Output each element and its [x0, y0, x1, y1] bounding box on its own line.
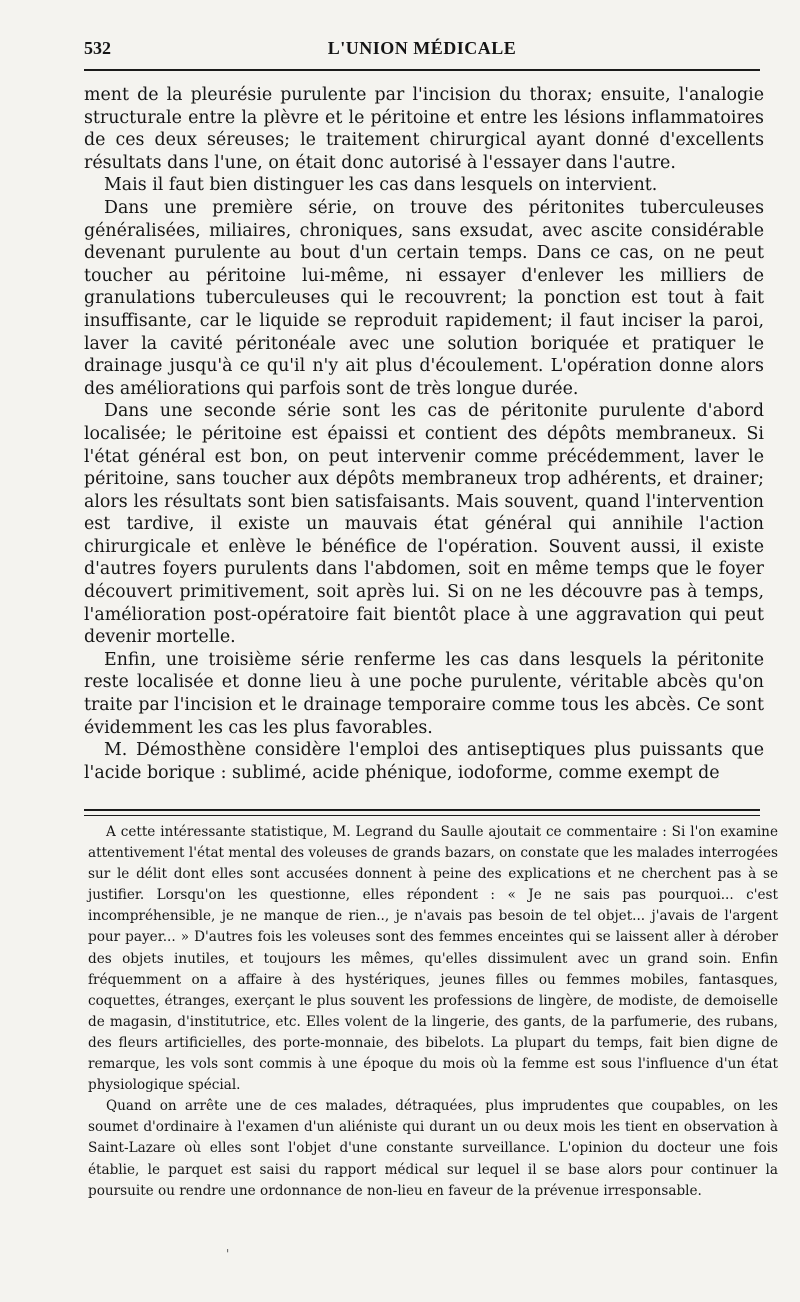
body-paragraph: M. Démosthène considère l'emploi des antiseptiques plus puissants que l'acide borique : sublimé, acide phénique, iodoforme, comme exempt de [84, 740, 764, 783]
stray-mark: ' [226, 1247, 230, 1261]
header-rule [84, 69, 760, 71]
footnote-paragraph: A cette intéressante statistique, M. Legrand du Saulle ajoutait ce commentaire : Si l'on examine attentivement l'état mental des voleuses de grands bazars, on constate que les malades interrogées sur le délit dont elles sont accusées donnent à peine des explications et ne cherchent pas à se justifier. Lorsqu'on les questionne, elles répondent : « Je ne sais pas pourquoi... c'est incompréhensible, je ne manque de rien.., je n'avais pas besoin de tel objet... j'avais de l'argent pour payer... » D'autres fois les voleuses sont des femmes enceintes qui se laissent aller à dérober des objets inutiles, et toujours les mêmes, qu'elles dissimulent avec un grand soin. Enfin fréquemment on a affaire à des hystériques, jeunes filles ou femmes mobiles, fantasques, coquettes, étranges, exerçant le plus souvent les professions de lingère, de modiste, de demoiselle de magasin, d'institutrice, etc. Elles volent de la lingerie, des gants, de la parfumerie, des rubans, des fleurs artificielles, des porte-monnaie, des bibelots. La plupart du temps, fait bien digne de remarque, les vols sont commis à une époque du mois où la femme est sous l'influence d'un état physiologique spécial. [88, 824, 778, 1094]
page-number: 532 [84, 38, 111, 58]
body-paragraph: Dans une seconde série sont les cas de péritonite purulente d'abord localisée; le péritoine est épaissi et contient des dépôts membraneux. Si l'état général est bon, on peut intervenir comme précédemment, laver le péritoine, sans toucher aux dépôts membraneux trop adhérents, et drainer; alors les résultats sont bien satisfaisants. Mais souvent, quand l'intervention est tardive, il existe un mauvais état général qui annihile l'action chirurgicale et enlève le bénéfice de l'opération. Souvent aussi, il existe d'autres foyers purulents dans l'abdomen, soit en même temps que le foyer découvert primitivement, soit après lui. Si on ne les découvre pas à temps, l'amélioration post-opératoire fait bientôt place à une aggravation qui peut devenir mortelle. [84, 401, 764, 648]
body-paragraph: Dans une première série, on trouve des péritonites tuberculeuses généralisées, miliaires, chroniques, sans exsudat, avec ascite considérable devenant purulente au bout d'un certain temps. Dans ce cas, on ne peut toucher au péritoine lui-même, ni essayer d'enlever les milliers de granulations tuberculeuses qui le recouvrent; la ponction est tout à fait insuffisante, car le liquide se reproduit rapidement; il faut inciser la paroi, laver la cavité péritonéale avec une solution boriquée et pratiquer le drainage jusqu'à ce qu'il n'y ait plus d'écoulement. L'opération donne alors des améliorations qui parfois sont de très longue durée. [84, 197, 764, 399]
footnote-rule [84, 809, 760, 816]
body-paragraph: Enfin, une troisième série renferme les cas dans lesquels la péritonite reste localisée et donne lieu à une poche purulente, véritable abcès qu'on traite par l'incision et le drainage temporaire comme tous les abcès. Ce sont évidemment les cas les plus favorables. [84, 649, 764, 738]
footnote-paragraph: Quand on arrête une de ces malades, détraquées, plus imprudentes que coupables, on les soumet d'ordinaire à l'examen d'un aliéniste qui durant un ou deux mois les tient en observation à Saint-Lazare où elles sont l'objet d'une constante surveillance. L'opinion du docteur une fois établie, le parquet est saisi du rapport médical sur lequel il se base alors pour continuer la poursuite ou rendre une ordonnance de non-lieu en faveur de la prévenue irresponsable. [88, 1098, 778, 1199]
body-paragraph: Mais il faut bien distinguer les cas dans lesquels on intervient. [104, 175, 658, 196]
main-text [84, 84, 764, 784]
page-header [84, 38, 760, 62]
body-paragraph-continuation: ment de la pleurésie purulente par l'incision du thorax; ensuite, l'analogie structurale entre la plèvre et le péritoine et entre les lésions inflammatoires de ces deux séreuses; le traitement chirurgical ayant donné d'excellents résultats dans l'une, on était donc autorisé à l'essayer dans l'autre. [84, 85, 764, 173]
running-title: L'UNION MÉDICALE [327, 38, 517, 58]
footnote [88, 822, 778, 1202]
